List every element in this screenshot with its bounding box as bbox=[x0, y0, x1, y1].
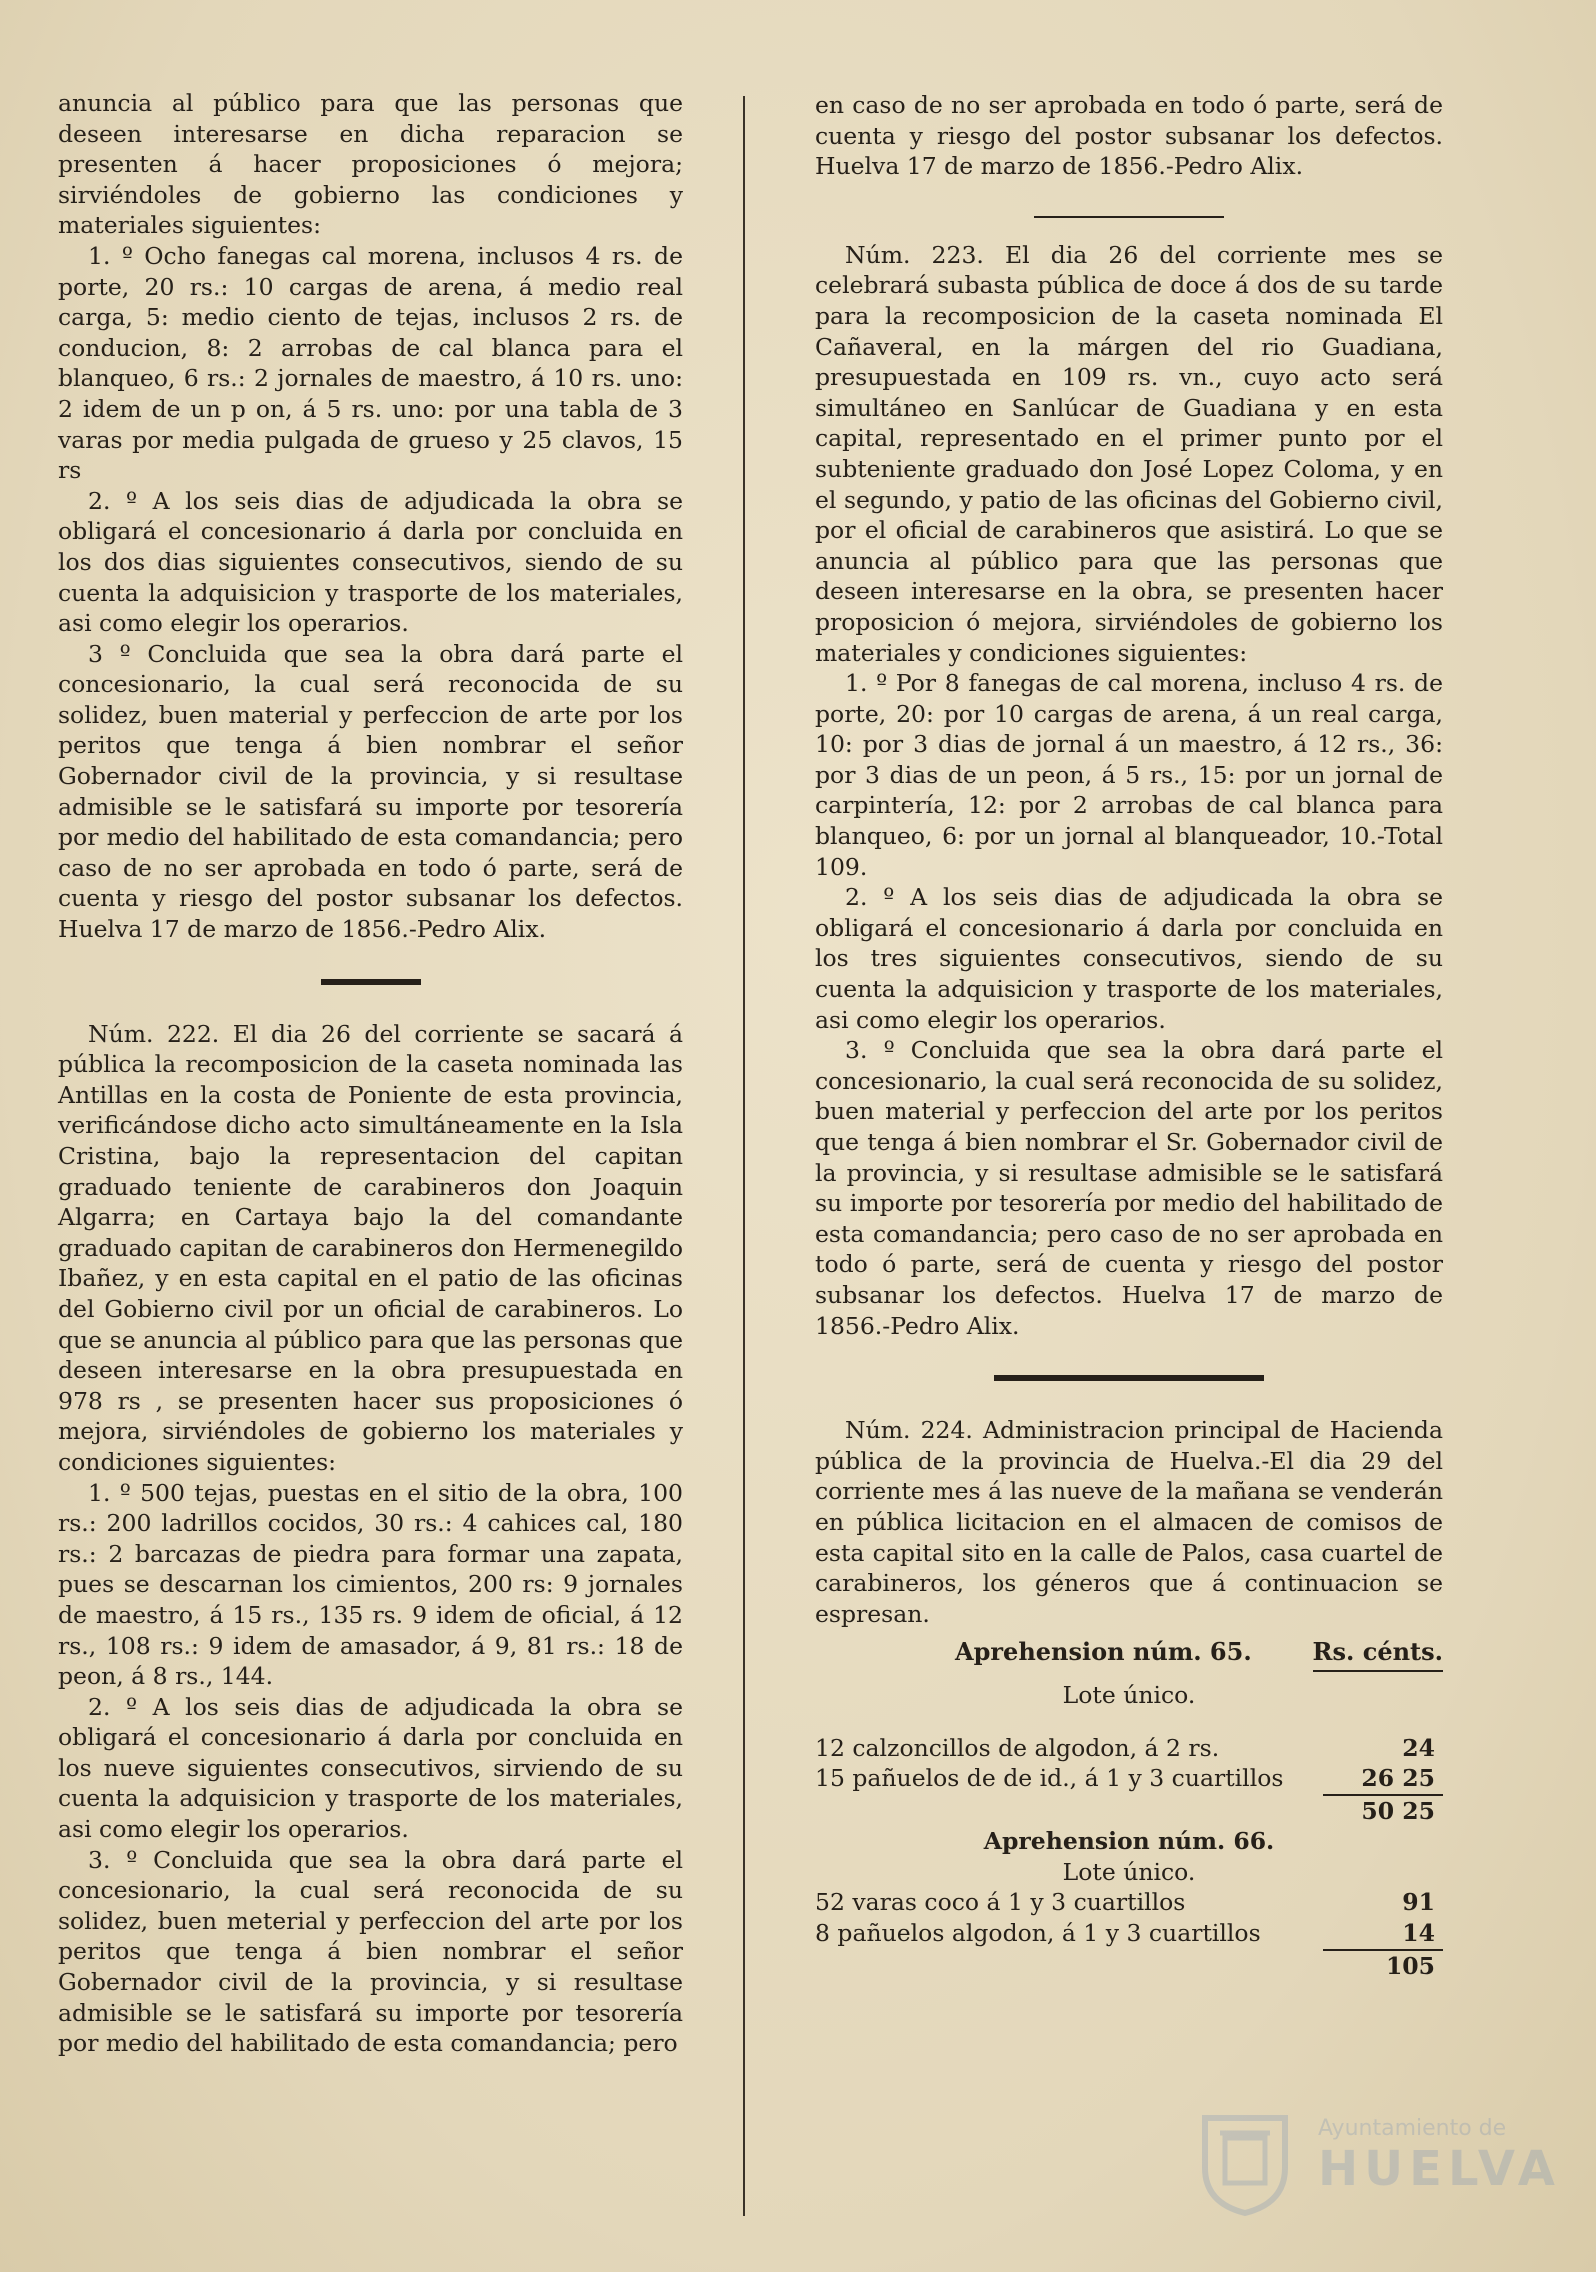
notice-224 bbox=[815, 1415, 1443, 1629]
notice-body: El dia 26 del corriente se sacará á pública la recomposicion de la caseta nominada las Antillas en la costa de Poniente de esta provincia, verificándose dicho acto simultáneamente en la Isla Cristina, bajo la representacion del capitan graduado teniente de carabineros don Joaquin Algarra; en Cartaya bajo la del comandante graduado capitan de carabineros don Hermenegildo Ibañez, y en esta capital en el patio de las oficinas del Gobierno civil por un oficial de carabineros. Lo que se anuncia al público para que las personas que deseen interesarse en la obra presupuestada en 978 rs , se presenten hacer sus proposiciones ó mejora, sirviéndoles de gobierno los materiales y condiciones siguientes: bbox=[58, 1019, 683, 1476]
condition-1: 1. º Ocho fanegas cal morena, inclusos 4 rs. de porte, 20 rs.: 10 cargas de arena, á medio real carga, 5: medio ciento de tejas, inclusos 2 rs. de conducion, 8: 2 arrobas de cal blanca para el blanqueo, 6 rs.: 2 jornales de maestro, á 10 rs. uno: 2 idem de un p on, á 5 rs. uno: por una tabla de 3 varas por media pulgada de grueso y 25 clavos, 15 rs bbox=[58, 241, 683, 485]
notice-number: Núm. 222. bbox=[88, 1019, 220, 1048]
item-amount: 24 bbox=[1402, 1733, 1435, 1762]
table-row bbox=[815, 1918, 1443, 1949]
lote-label: Lote único. bbox=[1062, 1680, 1196, 1709]
continuation-paragraph: en caso de no ser aprobada en todo ó parte, será de cuenta y riesgo del postor subsanar los defectos. Huelva 17 de marzo de 1856.-Pedro Alix. bbox=[815, 91, 1443, 181]
total-amount: 105 bbox=[1385, 1951, 1435, 1980]
table-row bbox=[815, 1887, 1443, 1918]
table-total-row bbox=[815, 1951, 1443, 1982]
notice-number: Núm. 224. bbox=[845, 1416, 973, 1445]
table-header bbox=[815, 1637, 1443, 1672]
total-amount: 50 25 bbox=[1361, 1796, 1435, 1825]
table-header-label: Aprehension núm. 65. bbox=[955, 1637, 1252, 1667]
watermark-small-text: Ayuntamiento de bbox=[1318, 2116, 1507, 2141]
right-column bbox=[815, 90, 1443, 1981]
item-amount: 26 25 bbox=[1361, 1764, 1435, 1793]
notice-body: El dia 26 del corriente mes se celebrará subasta pública de doce á dos de su tarde para la recomposicion de la caseta nominada El Cañaveral, en la márgen del rio Guadiana, presupuestada en 109 rs. vn., cuyo acto será simultáneo en Sanlúcar de Guadiana y en esta capital, representado en el primer punto por el subteniente graduado don José Lopez Coloma, y en el segundo, y patio de las oficinas del Gobierno civil, por el oficial de carabineros que asistirá. Lo que se anuncia al público para que las personas que deseen interesarse en la obra, se presenten hacer proposicion ó mejora, sirviéndoles de gobierno los materiales y condiciones siguientes: bbox=[815, 240, 1443, 667]
condition-2: 2. º A los seis dias de adjudicada la obra se obligará el concesionario á darla por concluida en los dos dias siguientes consecutivos, siendo de su cuenta la adquisicion y trasporte de los materiales, asi como elegir los operarios. bbox=[58, 486, 683, 638]
item-amount: 91 bbox=[1402, 1888, 1435, 1917]
notice-number: Núm. 223. bbox=[845, 240, 984, 269]
condition-3: 3 º Concluida que sea la obra dará parte el concesionario, la cual será reconocida de su solidez, buen material y perfeccion de arte por los peritos que tenga á bien nombrar el señor Gobernador civil de la provincia, y si resultase admisible se le satisfará su importe por tesorería por medio del habilitado de esta comandancia; pero caso de no ser aprobada en todo ó parte, será de cuenta y riesgo del postor subsanar los defectos. Huelva 17 de marzo de 1856.-Pedro Alix. bbox=[58, 639, 683, 944]
table-subheader: Aprehension núm. 66. bbox=[983, 1827, 1275, 1856]
condition-3: 3. º Concluida que sea la obra dará parte el concesionario, la cual será reconocida de su solidez, buen material y perfeccion del arte por los peritos que tenga á bien nombrar el Sr. Gobernador civil de la provincia, y si resultase admisible se le satisfará su importe por tesorería por medio del habilitado de esta comandancia; pero caso de no ser aprobada en todo ó parte, será de cuenta y riesgo del postor subsanar los defectos. Huelva 17 de marzo de 1856.-Pedro Alix. bbox=[815, 1036, 1443, 1340]
condition-1: 1. º Por 8 fanegas de cal morena, incluso 4 rs. de porte, 20: por 10 cargas de arena, á un real carga, 10: por 3 dias de jornal á un maestro, á 12 rs., 36: por 3 dias de un peon, á 5 rs., 15: por un jornal de carpintería, 12: por 2 arrobas de cal blanca para blanqueo, 6: por un jornal al blanqueador, 10.-Total 109. bbox=[815, 669, 1443, 881]
lote-label: Lote único. bbox=[1062, 1857, 1196, 1886]
intro-paragraph: anuncia al público para que las personas que deseen interesarse en dicha reparacion se presenten á hacer proposiciones ó mejora; sirviéndoles de gobierno las condiciones y materiales siguientes: bbox=[58, 89, 683, 240]
column-divider bbox=[743, 96, 745, 2216]
table-row bbox=[815, 1733, 1443, 1764]
condition-2: 2. º A los seis dias de adjudicada la obra se obligará el concesionario á darla por concluida en los nueve siguientes consecutivos, sirviendo de su cuenta la adquisicion y trasporte de los materiales, asi como elegir los operarios. bbox=[58, 1692, 683, 1844]
item-amount: 14 bbox=[1402, 1919, 1435, 1948]
coat-of-arms-icon bbox=[1190, 2108, 1300, 2218]
notice-223 bbox=[815, 240, 1443, 668]
condition-1: 1. º 500 tejas, puestas en el sitio de la obra, 100 rs.: 200 ladrillos cocidos, 30 rs.: 4 cahices cal, 180 rs.: 2 barcazas de piedra para formar una zapata, pues se descarnan los cimientos, 200 rs: 9 jornales de maestro, á 15 rs., 135 rs. 9 idem de oficial, á 12 rs., 108 rs.: 9 idem de amasador, á 9, 81 rs.: 18 de peon, á 8 rs., 144. bbox=[58, 1478, 683, 1691]
watermark-big-text: HUELVA bbox=[1318, 2141, 1561, 2197]
item-description: 12 calzoncillos de algodon, á 2 rs. bbox=[815, 1733, 1220, 1762]
condition-3: 3. º Concluida que sea la obra dará parte el concesionario, la cual será reconocida de su solidez, buen meterial y perfeccion del arte por los peritos que tenga á bien nombrar el señor Gobernador civil de la provincia, y si resultase admisible se le satisfará su importe por tesorería por medio del habilitado de esta comandancia; pero bbox=[58, 1845, 683, 2058]
table-row bbox=[815, 1763, 1443, 1794]
watermark-text bbox=[1318, 2116, 1561, 2197]
archive-watermark bbox=[1190, 2108, 1561, 2218]
item-description: 15 pañuelos de de id., á 1 y 3 cuartillos bbox=[815, 1764, 1284, 1793]
notice-222 bbox=[58, 1019, 683, 1478]
table-total-row bbox=[815, 1796, 1443, 1827]
table-header-currency: Rs. cénts. bbox=[1313, 1637, 1443, 1672]
left-column bbox=[58, 88, 683, 2059]
item-description: 8 pañuelos algodon, á 1 y 3 cuartillos bbox=[815, 1919, 1261, 1948]
item-description: 52 varas coco á 1 y 3 cuartillos bbox=[815, 1888, 1186, 1917]
condition-2: 2. º A los seis dias de adjudicada la obra se obligará el concesionario á darla por concluida en los tres siguientes consecutivos, siendo de su cuenta la adquisicion y trasporte de los materiales, asi como elegir los operarios. bbox=[815, 883, 1443, 1034]
notice-body: Administracion principal de Hacienda pública de la provincia de Huelva.-El dia 29 del corriente mes á las nueve de la mañana se venderán en pública licitacion en el almacen de comisos de esta capital sito en la calle de Palos, casa cuartel de carabineros, los géneros que á continuacion se espresan. bbox=[815, 1416, 1443, 1628]
